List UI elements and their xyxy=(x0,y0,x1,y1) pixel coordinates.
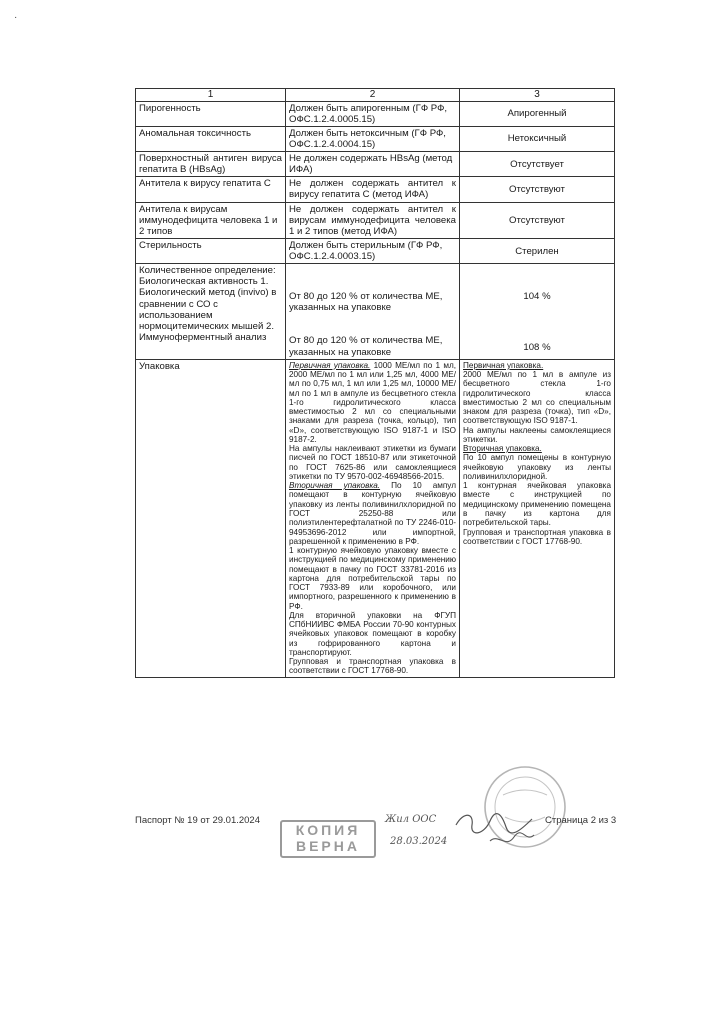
signature-icon xyxy=(450,805,540,855)
header-col-3: 3 xyxy=(460,89,615,102)
header-col-2: 2 xyxy=(286,89,460,102)
fgup-text: Для вторичной упаковки на ФГУП СПбНИИВС ФМБА России 70-90 контурных ячейковых упаковок помещают в коробку из гофрированного картона и транспортируют. xyxy=(289,610,456,657)
header-col-1: 1 xyxy=(136,89,286,102)
box-text: 1 контурную ячейковую упаковку вместе с инструкцией по медицинскому применению помещают в пачку по ГОСТ 33781-2016 из картона для потребительской тары по ГОСТ 7933-89 или коробочного, или импортного, разрешенного к применению в РФ. xyxy=(289,546,456,611)
table-row xyxy=(136,152,615,177)
row-name: Поверхностный антиген вируса гепатита В (HBsAg) xyxy=(136,152,286,177)
row-result: Нетоксичный xyxy=(460,126,615,151)
table-row xyxy=(136,238,615,263)
row-requirement: Не должен содержать HBsAg (метод ИФА) xyxy=(286,152,460,177)
table-row xyxy=(136,177,615,202)
row-result: Отсутствуют xyxy=(460,177,615,202)
row-requirement xyxy=(286,264,460,360)
group-pack-text: Групповая и транспортная упаковка в соответствии с ГОСТ 17768-90. xyxy=(289,657,456,676)
row-requirement: Должен быть стерильным (ГФ РФ, ОФС.1.2.4.0003.15) xyxy=(286,238,460,263)
table-row xyxy=(136,126,615,151)
row-result: Отсутствует xyxy=(460,152,615,177)
table-header-row xyxy=(136,89,615,102)
box-text: 1 контурная ячейковая упаковка вместе с инструкцией по медицинскому применению помещена в пачку из картона для потребительской тары. xyxy=(463,481,611,528)
spec-table xyxy=(135,88,615,678)
labels-text: На ампулы наклеивают этикетки из бумаги писчей по ГОСТ 18510-87 или этикеточной по ГОСТ 7625-86 или самоклеящиеся этикетки по ТУ 9570-002-46948566-2015. xyxy=(289,444,456,481)
primary-pack-label: Первичная упаковка. xyxy=(289,360,371,370)
result-elisa: 108 % xyxy=(523,342,551,354)
primary-pack-text: 2000 МЕ/мл по 1 мл в ампуле из бесцветного стекла 1-го гидролитического класса вместимостью 2 мл со специальным знаком для разреза (точка), тип «D», соответствующую ISO 9187-1. xyxy=(463,369,611,426)
row-requirement: Не должен содержать антител к вирусу гепатита С (метод ИФА) xyxy=(286,177,460,202)
page-indicator: Страница 2 из 3 xyxy=(545,815,617,826)
table-row xyxy=(136,202,615,238)
primary-pack-text: 1000 МЕ/мл по 1 мл, 2000 МЕ/мл по 1 мл или 1,25 мл, 4000 МЕ/мл по 0,75 мл, 1 мл или 1,25 мл, 10000 МЕ/мл по 1 мл в ампуле из бесцветного стекла 1-го гидролитического класса вместимостью 2 мл со специальными знаками для разреза (точка, кольцо), тип «D», соответствующую ISO 9187-1 и ISO 9187-2. xyxy=(289,360,457,444)
row-name: Упаковка xyxy=(136,359,286,677)
stamp-line-2: ВЕРНА xyxy=(295,838,360,854)
secondary-pack-label: Вторичная упаковка. xyxy=(289,481,381,491)
row-result: Апирогенный xyxy=(460,101,615,126)
handwritten-date: 28.03.2024 xyxy=(390,836,448,847)
corner-mark: · xyxy=(14,12,18,23)
row-name: Стерильность xyxy=(136,238,286,263)
group-pack-text: Групповая и транспортная упаковка в соответствии с ГОСТ 17768-90. xyxy=(463,527,611,546)
row-requirement: Не должен содержать антител к вирусам иммунодефицита человека 1 и 2 типов (метод ИФА) xyxy=(286,202,460,238)
secondary-pack-text: По 10 ампул помещают в контурную ячейковую упаковку из ленты поливинилхлоридной по ГОСТ 25250-88 или полиэтилентерефталатной по ТУ 2246-010-94953696-2012 или импортной, разрешенной к применению в РФ. xyxy=(289,481,456,546)
handwritten-name: Жил ООС xyxy=(385,814,437,825)
row-result: Стерилен xyxy=(460,238,615,263)
result-biological: 104 % xyxy=(523,291,551,303)
table-row-packaging xyxy=(136,359,615,677)
primary-pack-label: Первичная упаковка. xyxy=(463,360,544,370)
row-name: Антитела к вирусам иммунодефицита человека 1 и 2 типов xyxy=(136,202,286,238)
row-name: Количественное определение: Биологическая активность 1. Биологический метод (invivo) в сравнении с СО с использованием нормоцитемических мышей 2. Иммуноферментный анализ xyxy=(136,264,286,360)
secondary-pack-label: Вторичная упаковка. xyxy=(463,444,542,454)
labels-text: На ампулы наклеены самоклеящиеся этикетки. xyxy=(463,425,611,444)
row-result: Отсутствуют xyxy=(460,202,615,238)
row-requirement: Должен быть нетоксичным (ГФ РФ, ОФС.1.2.4.0004.15) xyxy=(286,126,460,151)
row-requirement: Должен быть апирогенным (ГФ РФ, ОФС.1.2.4.0005.15) xyxy=(286,101,460,126)
row-result xyxy=(460,264,615,360)
row-requirement xyxy=(286,359,460,677)
table-row xyxy=(136,101,615,126)
row-name: Пирогенность xyxy=(136,101,286,126)
row-name: Антитела к вирусу гепатита С xyxy=(136,177,286,202)
row-name: Аномальная токсичность xyxy=(136,126,286,151)
secondary-pack-text: По 10 ампул помещены в контурную ячейковую упаковку из ленты поливинилхлоридной. xyxy=(463,453,611,481)
stamp-line-1: КОПИЯ xyxy=(295,822,361,838)
requirement-elisa: От 80 до 120 % от количества МЕ, указанных на упаковке xyxy=(289,335,443,358)
requirement-biological: От 80 до 120 % от количества МЕ, указанных на упаковке xyxy=(289,291,443,314)
copy-stamp xyxy=(280,820,376,858)
row-result xyxy=(460,359,615,677)
passport-number: Паспорт № 19 от 29.01.2024 xyxy=(135,815,261,826)
table-row-quantitative xyxy=(136,264,615,360)
